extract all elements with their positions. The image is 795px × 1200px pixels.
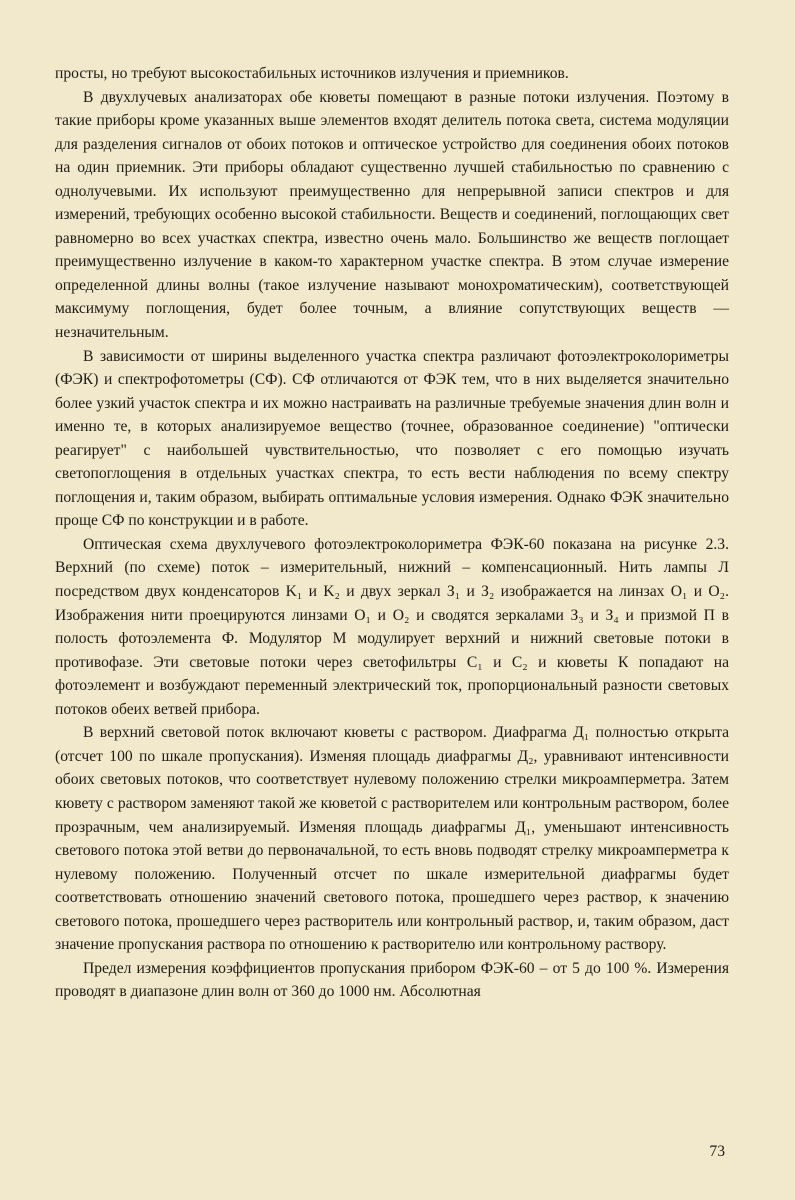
- paragraph-measurement-range: Предел измерения коэффициентов пропускания прибором ФЭК-60 – от 5 до 100 %. Измерения проводят в диапазоне длин волн от 360 до 1000 нм. Абсолютная: [55, 959, 729, 1001]
- paragraph-optical-scheme: Оптическая схема двухлучевого фотоэлектроколориметра ФЭК-60 показана на рисунке 2.3. Верхний (по схеме) поток – измерительный, нижний – компенсационный. Нить лампы Л посредством двух конденсаторов K₁ и K₂ и двух зеркал З₁ и З₂ изображается на линзах O₁ и O₂. Изображения нити проецируются линзами O₁ и O₂ и сводятся зеркалами З₃ и З₄ и призмой П в полость фотоэлемента Ф. Модулятор М модулирует верхний и нижний световые потоки в противофазе. Эти световые потоки через светофильтры C₁ и C₂ и кюветы К попадают на фотоэлемент и возбуждают переменный электрический ток, пропорциональный разности световых потоков обеих ветвей прибора.: [55, 535, 729, 718]
- body-text: [55, 62, 729, 1004]
- paragraph-continuation: просты, но требуют высокостабильных источников излучения и приемников.: [55, 65, 569, 82]
- paragraph-measurement-procedure: В верхний световой поток включают кюветы с раствором. Диафрагма Д₁ полностью открыта (отсчет 100 по шкале пропускания). Изменяя площадь диафрагмы Д₂, уравнивают интенсивности обоих световых потоков, что соответствует нулевому положению стрелки микроамперметра. Затем кювету с раствором заменяют такой же кюветой с растворителем или контрольным раствором, более прозрачным, чем анализируемый. Изменяя площадь диафрагмы Д₁, уменьшают интенсивность светового потока этой ветви до первоначальной, то есть вновь подводят стрелку микроамперметра к нулевому положению. Полученный отсчет по шкале измерительной диафрагмы будет соответствовать отношению значений светового потока, прошедшего через раствор, к значению светового потока, прошедшего через растворитель или контрольный раствор, и, таким образом, даст значение пропускания раствора по отношению к растворителю или контрольному раствору.: [55, 724, 729, 954]
- paragraph-two-beam-analyzers: В двухлучевых анализаторах обе кюветы помещают в разные потоки излучения. Поэтому в такие приборы кроме указанных выше элементов входят делитель потока света, система модуляции для разделения сигналов от обоих потоков и оптическое устройство для соединения обоих потоков на один приемник. Эти приборы обладают существенно лучшей стабильностью по сравнению с однолучевыми. Их используют преимущественно для непрерывной записи спектров и для измерений, требующих особенно высокой стабильности. Веществ и соединений, поглощающих свет равномерно во всех участках спектра, известно очень мало. Большинство же веществ поглощает преимущественно излучение в каком-то характерном участке спектра. В этом случае измерение определенной длины волны (такое излучение называют монохроматическим), соответствующей максимуму поглощения, будет более точным, а влияние сопутствующих веществ — незначительным.: [55, 88, 729, 342]
- paragraph-fek-sf: В зависимости от ширины выделенного участка спектра различают фотоэлектроколориметры (ФЭК) и спектрофотометры (СФ). СФ отличаются от ФЭК тем, что в них выделяется значительно более узкий участок спектра и их можно настраивать на различные требуемые значения длин волн и именно те, в которых анализируемое вещество (точнее, образованное соединение) "оптически реагирует" с наибольшей чувствительностью, что позволяет с его помощью изучать светопоглощения в отдельных участках спектра, то есть вести наблюдения по всему спектру поглощения и, таким образом, выбирать оптимальные условия измерения. Однако ФЭК значительно проще СФ по конструкции и в работе.: [55, 347, 729, 530]
- page-number: 73: [709, 1143, 725, 1160]
